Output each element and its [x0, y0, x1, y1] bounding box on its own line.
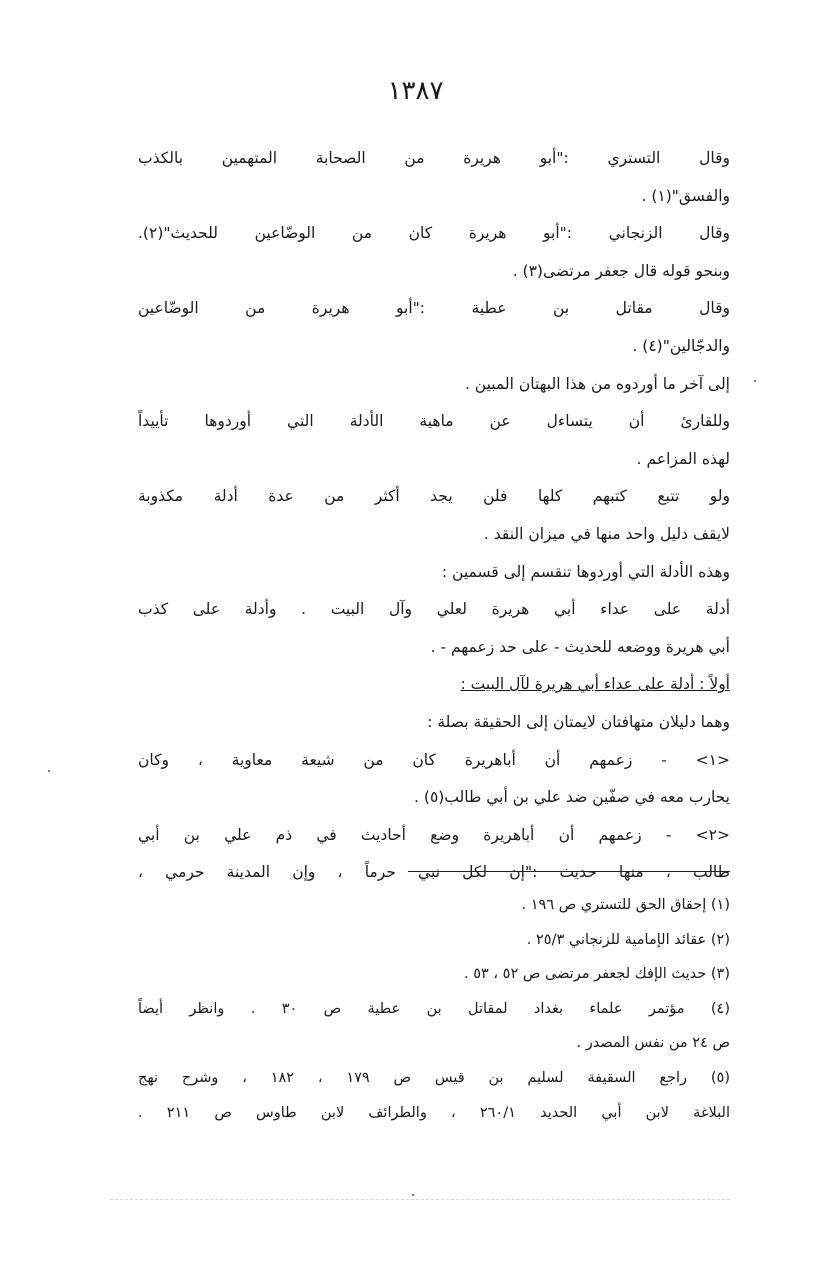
- body-line: وهذه الأدلة التي أوردوها تنقسم إلى قسمين :: [441, 562, 730, 581]
- body-line: وهما دليلان متهافتان لايمتان إلى الحقيقة بصلة :: [427, 712, 730, 731]
- footnote-line: (٣) حديث الإفك لجعفر مرتضى ص ٥٢ ، ٥٣ .: [463, 966, 730, 983]
- scan-speck: [754, 380, 756, 382]
- body-line: ولو تتبع كتبهم كلها فلن يجد أكثر من عدة أدلة مكذوبة: [138, 487, 730, 506]
- scan-speck: [48, 770, 50, 772]
- body-line: وبنحو قوله قال جعفر مرتضى(٣) .: [512, 261, 730, 280]
- body-line: طالب ، منها حديث :"إن لكل نبي حرماً ، وإن المدينة حرمي ،: [138, 863, 730, 882]
- page-number: ١٣٨٧: [387, 76, 444, 106]
- body-line: <١> - زعمهم أن أباهريرة كان من شيعة معاوية ، وكان: [138, 750, 730, 769]
- footnote-divider: [408, 871, 730, 872]
- footnote-line: (٤) مؤتمر علماء بغداد لمقاتل بن عطية ص ٣٠ . وانظر أيضاً: [138, 1000, 730, 1017]
- body-line: وقال مقاتل بن عطية :"أبو هريرة من الوضّاعين: [138, 299, 730, 318]
- main-text: [138, 140, 730, 892]
- body-line: أدلة على عداء أبي هريرة لعلي وآل البيت . وأدلة على كذب: [138, 600, 730, 619]
- body-line: وللقارئ أن يتساءل عن ماهية الأدلة التي أوردوها تأييداً: [138, 412, 730, 431]
- section-heading: [138, 666, 730, 704]
- footnote-line: (١) إحقاق الحق للتستري ص ١٩٦ .: [521, 897, 730, 913]
- body-line: والدجّالين"(٤) .: [632, 336, 730, 355]
- footnote-line: (٢) عقائد الإمامية للزنجاني ٢٥/٣ .: [526, 931, 730, 948]
- underlined-heading: أولاً : أدلة على عداء أبي هريرة لآل البيت :: [460, 675, 730, 694]
- footnote-line: البلاغة لابن أبي الحديد ٢٦٠/١ ، والطرائف لابن طاوس ص ٢١١ .: [138, 1104, 730, 1121]
- body-line: لهذه المزاعم .: [636, 449, 730, 468]
- body-line: <٢> - زعمهم أن أباهريرة وضع أحاديث في ذم علي بن أبي: [138, 825, 730, 844]
- body-line: إلى آخر ما أوردوه من هذا البهتان المبين .: [464, 374, 730, 393]
- scan-edge-noise: [110, 1199, 730, 1200]
- body-line: وقال الزنجاني :"أبو هريرة كان من الوضّاعين للحديث"(٢).: [138, 224, 730, 243]
- body-line: أبي هريرة ووضعه للحديث - على حد زعمهم - .: [430, 637, 730, 656]
- body-line: وقال التستري :"أبو هريرة من الصحابة المتهمين بالكذب: [138, 149, 730, 167]
- body-line: لايقف دليل واحد منها في ميزان النقد .: [483, 524, 730, 543]
- body-line: والفسق"(١) .: [641, 186, 730, 205]
- footnote-line: ص ٢٤ من نفس المصدر .: [576, 1035, 730, 1052]
- scan-speck: [412, 1194, 414, 1196]
- footnotes: [138, 888, 730, 1130]
- body-line: يحارب معه في صفّين ضد علي بن أبي طالب(٥) .: [414, 788, 730, 807]
- footnote-line: (٥) راجع السقيفة لسليم بن قيس ص ١٧٩ ، ١٨٢ ، وشرح نهج: [138, 1069, 730, 1086]
